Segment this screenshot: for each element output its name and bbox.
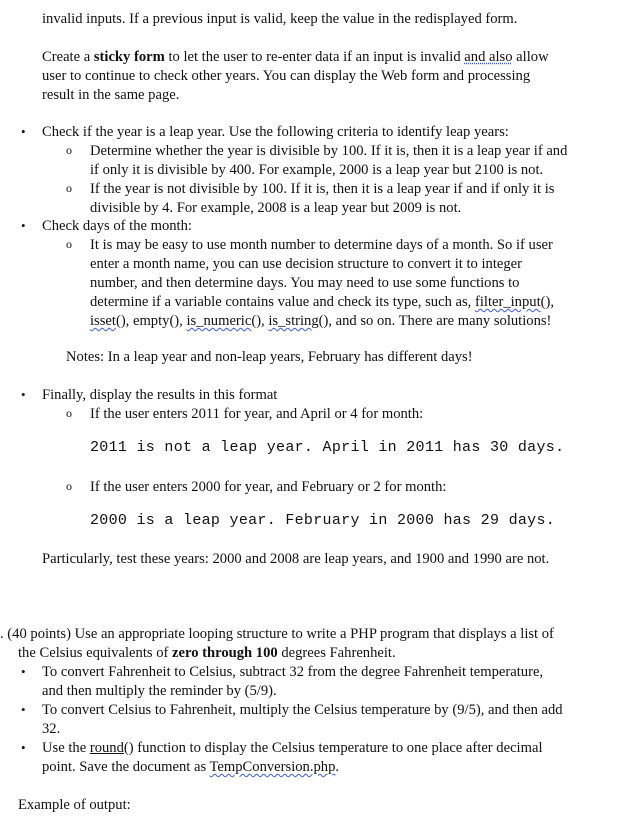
list-line: If the year is not divisible by 100. If it is, then it is a leap year if and if only it is (90, 181, 555, 197)
list-line: To convert Fahrenheit to Celsius, subtract 32 from the degree Fahrenheit temperature, (42, 664, 544, 680)
text: allow (512, 49, 549, 65)
question-number: . (0, 626, 4, 642)
list-line: 32. (42, 721, 61, 737)
grammar-flagged-text: and also (464, 49, 513, 65)
list-line: if only it is divisible by 400. For example, 2000 is a leap year but 2100 is not. (90, 162, 544, 178)
text: point. Save the document as (42, 759, 210, 775)
bullet-icon: • (21, 218, 26, 233)
list-line: If the user enters 2011 for year, and April or 4 for month: (90, 406, 424, 422)
results-bullet: Finally, display the results in this format (42, 387, 278, 403)
list-line: Determine whether the year is divisible by 100. If it is, then it is a leap year if and (90, 143, 568, 159)
paragraph-line: invalid inputs. If a previous input is valid, keep the value in the redisplayed form. (42, 11, 518, 27)
code-example: 2000 is a leap year. February in 2000 has 29 days. (90, 512, 556, 529)
text: the Celsius equivalents of (18, 645, 173, 661)
text: Create a (42, 49, 94, 65)
notes-line: Notes: In a leap year and non-leap years, February has different days! (66, 349, 473, 365)
bold-term: zero through 100 (172, 645, 278, 661)
file-name: TempConversion.php (209, 759, 336, 775)
text: () function to display the Celsius temperature to one place after decimal (123, 740, 543, 756)
sticky-form-paragraph (42, 48, 549, 66)
bullet-icon: • (21, 664, 26, 679)
days-bullet: Check days of the month: (42, 218, 192, 234)
list-line: If the user enters 2000 for year, and February or 2 for month: (90, 479, 447, 495)
list-line: enter a month name, you can use decision structure to convert it to integer (90, 256, 522, 272)
question-heading (0, 625, 554, 643)
text: (), (251, 313, 269, 329)
list-line (90, 312, 551, 330)
text: to let the user to re-enter data if an input is invalid (164, 49, 465, 65)
bullet-icon: • (21, 124, 26, 139)
function-name: is_string (268, 313, 319, 329)
list-line (42, 758, 339, 776)
circle-bullet-icon: o (66, 479, 72, 493)
text: determine if a variable contains value and check its type, such as, (90, 294, 475, 310)
paragraph-line (18, 644, 396, 662)
list-line (90, 293, 554, 311)
list-line: It is may be easy to use month number to determine days of a month. So if user (90, 237, 553, 253)
example-output-label: Example of output: (18, 797, 131, 813)
function-name: filter_input (474, 294, 541, 310)
paragraph-line: user to continue to check other years. You can display the Web form and processing (42, 68, 531, 84)
text: (), and so on. There are many solutions! (318, 313, 552, 329)
list-line (42, 739, 543, 757)
bold-term: sticky form (93, 49, 165, 65)
text: Use the (42, 740, 90, 756)
circle-bullet-icon: o (66, 181, 72, 195)
leap-year-bullet: Check if the year is a leap year. Use the following criteria to identify leap years: (42, 124, 509, 140)
list-line: number, and then determine days. You may need to use some functions to (90, 275, 520, 291)
circle-bullet-icon: o (66, 237, 72, 251)
text: (), (540, 294, 555, 310)
circle-bullet-icon: o (66, 143, 72, 157)
code-example: 2011 is not a leap year. April in 2011 has 30 days. (90, 439, 565, 456)
bullet-icon: • (21, 702, 26, 717)
test-years-line: Particularly, test these years: 2000 and 2008 are leap years, and 1900 and 1990 are not. (42, 551, 550, 567)
function-name: round (89, 740, 124, 756)
list-line: and then multiply the reminder by (5/9). (42, 683, 277, 699)
paragraph-line: result in the same page. (42, 87, 180, 103)
text: . (335, 759, 340, 775)
circle-bullet-icon: o (66, 406, 72, 420)
function-name: isset (90, 313, 116, 329)
list-line: divisible by 4. For example, 2008 is a leap year but 2009 is not. (90, 200, 462, 216)
text: degrees Fahrenheit. (277, 645, 396, 661)
text: (40 points) Use an appropriate looping structure to write a PHP program that displays a list of (3, 626, 554, 642)
bullet-icon: • (21, 740, 26, 755)
function-name: is_numeric (186, 313, 252, 329)
bullet-icon: • (21, 387, 26, 402)
text: (), empty(), (115, 313, 187, 329)
list-line: To convert Celsius to Fahrenheit, multiply the Celsius temperature by (9/5), and then add (42, 702, 563, 718)
